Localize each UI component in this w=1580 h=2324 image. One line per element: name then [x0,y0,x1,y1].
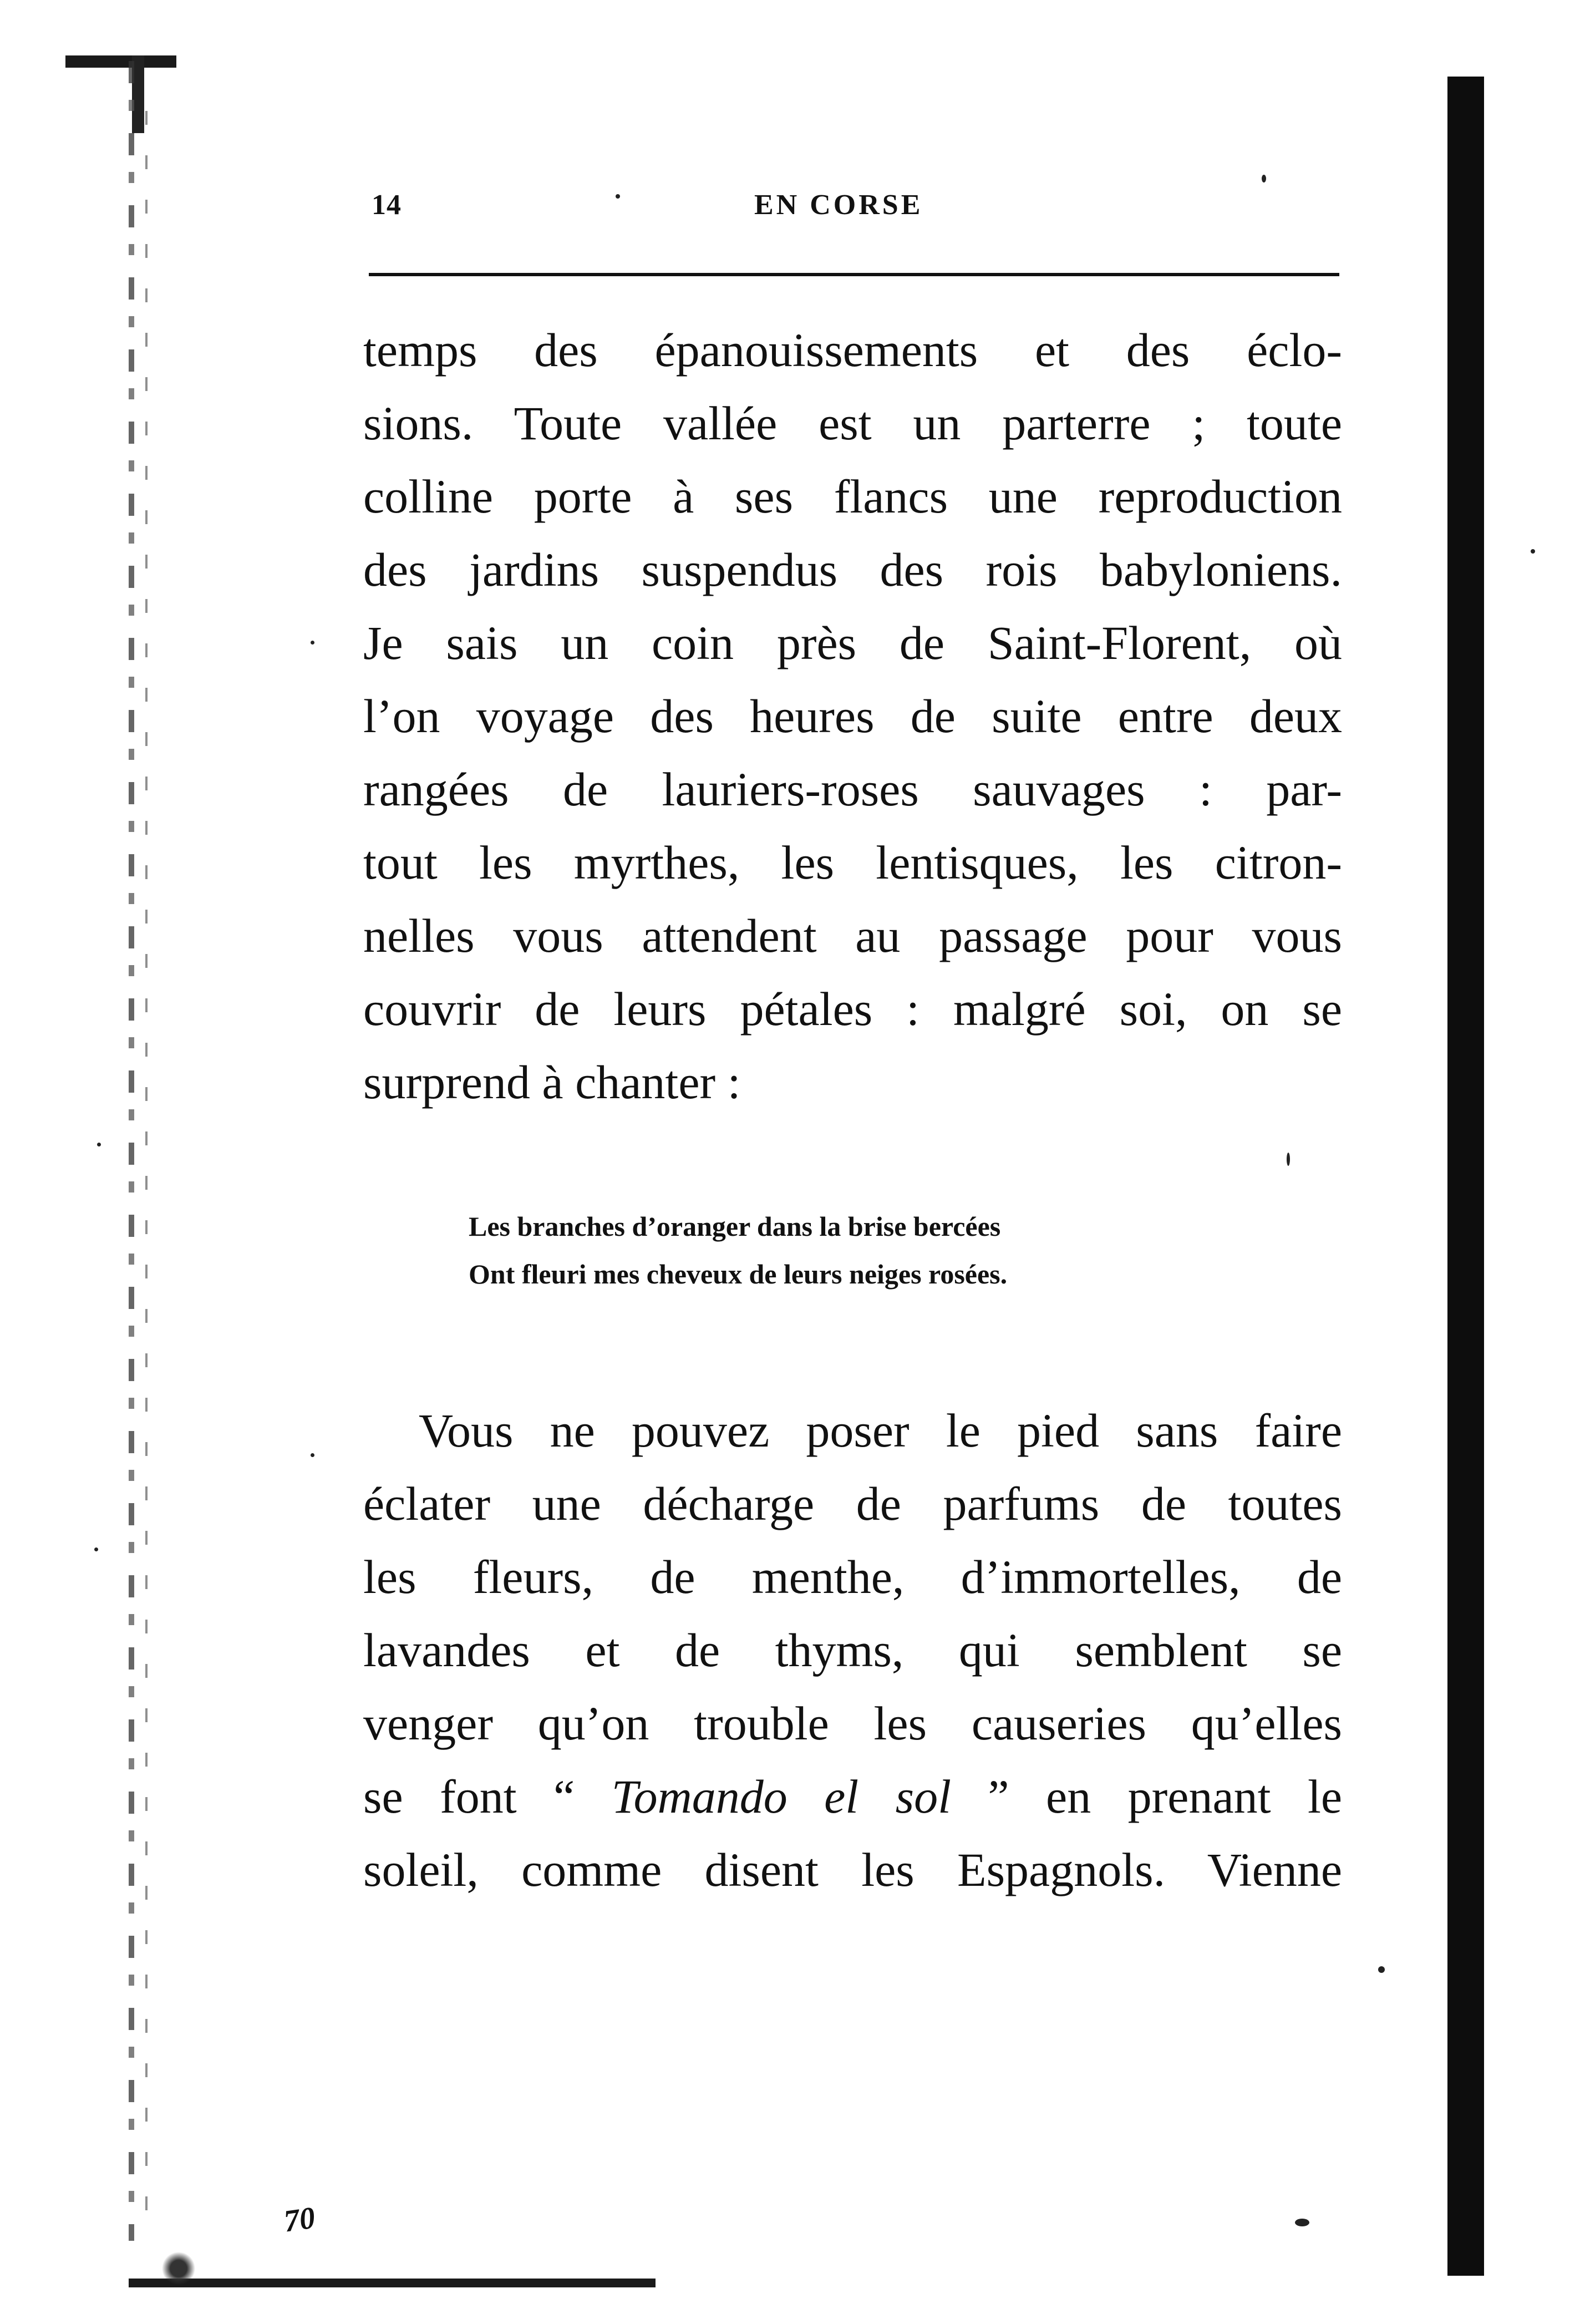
page-binding-edge [129,61,134,2241]
text-line: l’on voyage des heures de suite entre deux [363,689,1342,743]
scan-speck [97,1143,101,1146]
scan-speck [94,1547,98,1551]
scan-speck [1295,2219,1309,2226]
verse-line: Les branches d’oranger dans la brise bercées [469,1211,1001,1242]
scan-speck [1531,549,1535,554]
paragraph-1 [363,313,1342,1119]
paragraph-2 [363,1394,1342,1906]
running-title: EN CORSE [754,189,923,221]
text-line: nelles vous attendent au passage pour vous [363,909,1342,962]
italic-phrase: Tomando el sol [611,1770,951,1823]
text-line: colline porte à ses flancs une reproduction [363,470,1342,523]
text-segment: ” en prenant le [951,1770,1343,1823]
scan-speck [311,1453,314,1457]
text-line: venger qu’on trouble les causeries qu’elles [363,1697,1342,1750]
page-right-edge [1447,77,1484,2276]
scan-speck [1262,175,1266,182]
text-line: les fleurs, de menthe, d’immortelles, de [363,1550,1342,1604]
text-line: Vous ne pouvez poser le pied sans faire [419,1404,1342,1457]
header-rule [369,273,1339,276]
verse-line: Ont fleuri mes cheveux de leurs neiges rosées. [469,1259,1008,1290]
scan-speck [1287,1153,1290,1166]
text-line: Je sais un coin près de Saint-Florent, où [363,616,1342,669]
text-line: temps des épanouissements et des éclo- [363,323,1342,377]
scan-artifact [65,55,176,68]
text-line: rangées de lauriers-roses sauvages : par- [363,763,1342,816]
page-number: 14 [372,189,402,221]
page-header [372,189,1339,239]
text-line: éclater une décharge de parfums de toutes [363,1477,1342,1530]
verse-quote [469,1202,1190,1298]
scan-artifact [156,2252,201,2285]
scan-speck [311,641,314,645]
text-line: lavandes et de thyms, qui semblent se [363,1623,1342,1677]
text-line [363,1760,1342,1833]
text-line: des jardins suspendus des rois babyloniens. [363,543,1342,596]
text-segment: se font “ [363,1770,612,1823]
text-line: couvrir de leurs pétales : malgré soi, on se [363,982,1342,1036]
scan-speck [1378,1966,1385,1973]
text-line: sions. Toute vallée est un parterre ; toute [363,397,1342,450]
text-line: surprend à chanter : [363,1056,741,1109]
text-line: soleil, comme disent les Espagnols. Vienne [363,1843,1342,1896]
scan-artifact [129,2279,656,2287]
text-line: tout les myrthes, les lentisques, les citron- [363,836,1342,889]
page-binding-edge [145,111,148,2219]
handwritten-margin-note: 70 [281,2200,318,2239]
